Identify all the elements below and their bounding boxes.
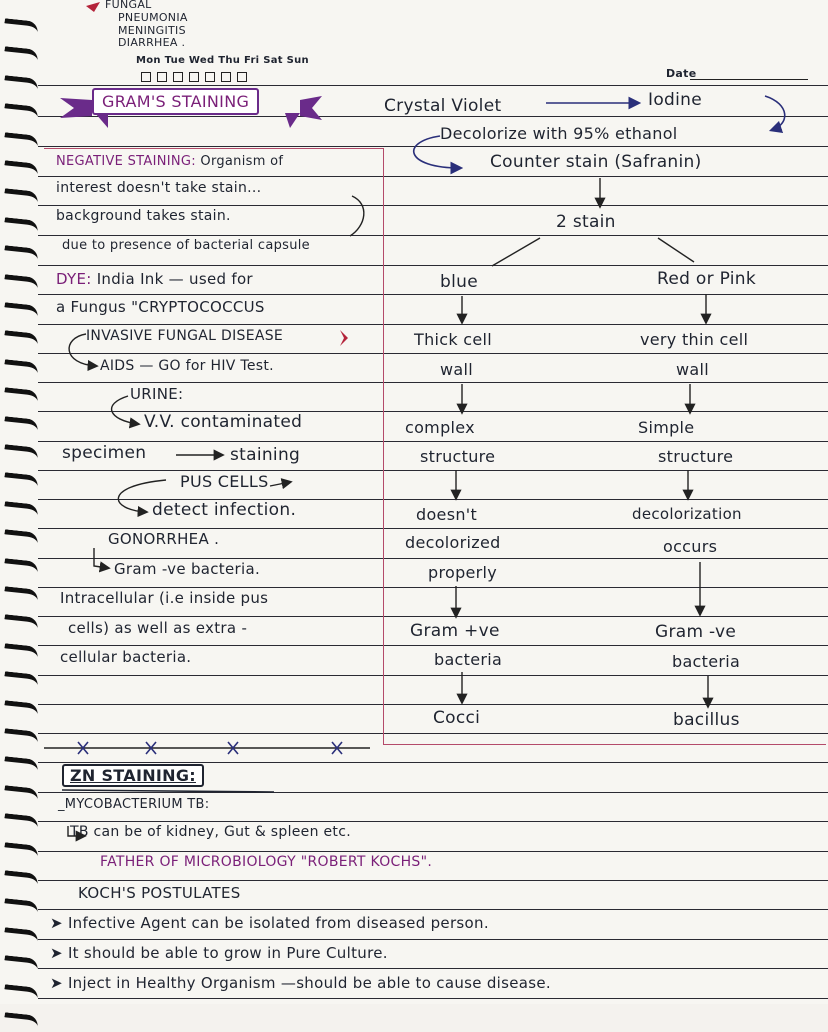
fungal-item-3: DIARRHEA .: [118, 36, 186, 49]
negative-line-10: V.V. contaminated: [144, 412, 303, 432]
disease-marker-icon: [340, 330, 348, 346]
negative-line-2: interest doesn't take stain...: [56, 180, 262, 196]
zn-line-6: ➤ It should be able to grow in Pure Culture.: [50, 944, 388, 962]
zn-line-7: ➤ Inject in Healthy Organism —should be able to cause disease.: [50, 974, 551, 992]
step-crystal-violet: Crystal Violet: [384, 96, 502, 116]
negative-line-11b: staining: [230, 445, 301, 465]
negative-line-3: background takes stain.: [56, 208, 231, 224]
spiral-ring: [3, 1012, 38, 1031]
dye-text: India Ink — used for: [96, 270, 253, 288]
gram-left-4: complex: [405, 418, 475, 437]
gram-right-4: Simple: [638, 418, 695, 437]
gram-left-7: decolorized: [405, 533, 501, 552]
step-iodine: Iodine: [648, 90, 702, 110]
step-decolorize: Decolorize with 95% ethanol: [440, 124, 678, 143]
negative-line-9: URINE:: [130, 385, 184, 403]
fungal-marker-icon: [86, 2, 100, 12]
zn-line-1: _MYCOBACTERIUM TB:: [58, 797, 210, 812]
gram-left-11: Cocci: [433, 708, 481, 728]
gram-right-7: occurs: [663, 537, 718, 556]
arrow-iodine-decolorize: [765, 96, 785, 130]
gram-right-3: wall: [676, 360, 709, 379]
negative-line-16: Intracellular (i.e inside pus: [60, 589, 269, 607]
arrow-decolorize-counterstain: [414, 136, 460, 168]
fungal-heading: FUNGAL: [105, 0, 152, 11]
negative-line-17: cells) as well as extra -: [68, 619, 248, 637]
negative-line-14: GONORRHEA .: [108, 530, 220, 548]
negative-line-11a: specimen: [62, 443, 147, 463]
negative-line-13: detect infection.: [152, 500, 297, 520]
gram-right-8: Gram -ve: [655, 622, 737, 642]
gram-left-6: doesn't: [416, 505, 478, 524]
gram-title: GRAM'S STAINING: [102, 92, 250, 111]
negative-line-6: a Fungus "CRYPTOCOCCUS: [56, 298, 265, 316]
negative-line-12: PUS CELLS: [180, 472, 269, 491]
date-label: Date: [666, 67, 697, 80]
negative-line-1-text: Organism of: [200, 154, 284, 169]
zn-title: ZN STAINING:: [70, 766, 196, 785]
gram-left-1: blue: [440, 272, 478, 292]
gram-left-3: wall: [440, 360, 473, 379]
gram-left-10: bacteria: [434, 650, 503, 669]
negative-line-18: cellular bacteria.: [60, 648, 192, 666]
gram-left-9: Gram +ve: [410, 621, 500, 641]
planner-days: Mon Tue Wed Thu Fri Sat Sun: [136, 55, 309, 66]
zn-line-7-text: Inject in Healthy Organism —should be able to cause disease.: [67, 974, 551, 992]
gram-right-2: very thin cell: [640, 330, 749, 349]
zn-line-2: TB can be of kidney, Gut & spleen etc.: [70, 824, 351, 840]
zn-line-4: KOCH'S POSTULATES: [78, 884, 241, 902]
gram-right-10: bacillus: [673, 710, 740, 730]
dye-label: DYE:: [56, 270, 92, 288]
gram-left-2: Thick cell: [414, 330, 493, 349]
gram-right-5: structure: [658, 447, 734, 466]
fungal-item-1: PNEUMONIA: [118, 11, 188, 24]
zn-line-5: ➤ Infective Agent can be isolated from diseased person.: [50, 914, 489, 932]
gram-right-9: bacteria: [672, 652, 741, 671]
negative-line-8: AIDS — GO for HIV Test.: [100, 358, 274, 374]
two-stain: 2 stain: [556, 212, 616, 232]
zn-line-5-text: Infective Agent can be isolated from diseased person.: [67, 914, 489, 932]
gram-right-1: Red or Pink: [657, 269, 757, 289]
fungal-item-2: MENINGITIS: [118, 24, 186, 37]
negative-line-7: INVASIVE FUNGAL DISEASE: [86, 328, 284, 344]
zn-line-6-text: It should be able to grow in Pure Culture.: [67, 944, 388, 962]
step-counter-stain: Counter stain (Safranin): [490, 152, 702, 172]
zn-line-3: FATHER OF MICROBIOLOGY "ROBERT KOCHS".: [100, 854, 433, 870]
negative-staining-label: NEGATIVE STAINING:: [56, 154, 196, 169]
negative-line-4: due to presence of bacterial capsule: [62, 238, 310, 253]
negative-line-15: Gram -ve bacteria.: [114, 560, 261, 578]
gram-left-5: structure: [420, 447, 496, 466]
gram-left-8: properly: [428, 563, 498, 582]
gram-right-6: decolorization: [632, 505, 742, 523]
